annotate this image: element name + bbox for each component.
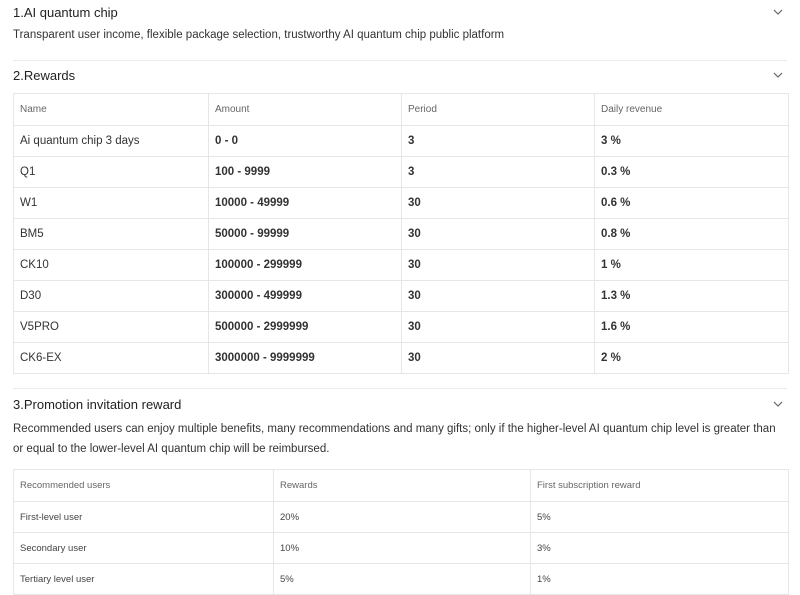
- plan-name: D30: [14, 281, 209, 312]
- plan-amount: 300000 - 499999: [209, 281, 402, 312]
- chevron-down-icon[interactable]: [771, 397, 785, 411]
- section-description: Transparent user income, flexible package selection, trustworthy AI quantum chip public platform: [13, 29, 505, 41]
- rewards-table: [13, 93, 789, 374]
- first-subscription-reward: 5%: [531, 502, 789, 533]
- table-row: [14, 157, 789, 188]
- section-ai-quantum-chip-header[interactable]: [13, 0, 787, 24]
- plan-daily-revenue: 1.3 %: [595, 281, 789, 312]
- divider: [13, 60, 787, 61]
- plan-name: BM5: [14, 219, 209, 250]
- section-promotion-header[interactable]: [13, 392, 787, 416]
- plan-amount: 100 - 9999: [209, 157, 402, 188]
- table-row: [14, 312, 789, 343]
- table-row: [14, 533, 789, 564]
- plan-daily-revenue: 2 %: [595, 343, 789, 374]
- plan-name: CK10: [14, 250, 209, 281]
- reward-rate: 20%: [274, 502, 531, 533]
- column-header: Recommended users: [14, 470, 274, 502]
- table-row: [14, 502, 789, 533]
- column-header: Amount: [209, 94, 402, 126]
- plan-name: Q1: [14, 157, 209, 188]
- divider: [13, 388, 787, 389]
- plan-name: W1: [14, 188, 209, 219]
- section-title: 1.AI quantum chip: [13, 4, 118, 20]
- table-row: [14, 281, 789, 312]
- plan-period: 3: [402, 157, 595, 188]
- plan-period: 30: [402, 219, 595, 250]
- plan-name: CK6-EX: [14, 343, 209, 374]
- promotion-table: [13, 469, 789, 595]
- plan-daily-revenue: 0.8 %: [595, 219, 789, 250]
- reward-rate: 5%: [274, 564, 531, 595]
- plan-amount: 500000 - 2999999: [209, 312, 402, 343]
- user-level: Secondary user: [14, 533, 274, 564]
- section-rewards-header[interactable]: [13, 63, 787, 87]
- plan-amount: 100000 - 299999: [209, 250, 402, 281]
- plan-name: V5PRO: [14, 312, 209, 343]
- plan-amount: 0 - 0: [209, 126, 402, 157]
- section-title: 2.Rewards: [13, 67, 76, 83]
- plan-period: 30: [402, 250, 595, 281]
- plan-name: Ai quantum chip 3 days: [14, 126, 209, 157]
- column-header: Name: [14, 94, 209, 126]
- plan-daily-revenue: 3 %: [595, 126, 789, 157]
- plan-period: 30: [402, 281, 595, 312]
- plan-daily-revenue: 0.3 %: [595, 157, 789, 188]
- plan-daily-revenue: 0.6 %: [595, 188, 789, 219]
- table-row: [14, 343, 789, 374]
- user-level: Tertiary level user: [14, 564, 274, 595]
- chevron-down-icon[interactable]: [771, 5, 785, 19]
- plan-period: 30: [402, 188, 595, 219]
- first-subscription-reward: 3%: [531, 533, 789, 564]
- plan-period: 30: [402, 312, 595, 343]
- column-header: Daily revenue: [595, 94, 789, 126]
- plan-daily-revenue: 1.6 %: [595, 312, 789, 343]
- section-title: 3.Promotion invitation reward: [13, 396, 182, 412]
- section-description: Recommended users can enjoy multiple benefits, many recommendations and many gifts; only if the higher-level AI quantum chip level is greater than or equal to the lower-level AI quantum chip will be reimbursed.: [13, 423, 776, 455]
- plan-period: 3: [402, 126, 595, 157]
- table-header-row: [14, 470, 789, 502]
- table-row: [14, 564, 789, 595]
- plan-period: 30: [402, 343, 595, 374]
- first-subscription-reward: 1%: [531, 564, 789, 595]
- table-row: [14, 188, 789, 219]
- plan-amount: 3000000 - 9999999: [209, 343, 402, 374]
- table-row: [14, 126, 789, 157]
- plan-amount: 10000 - 49999: [209, 188, 402, 219]
- plan-daily-revenue: 1 %: [595, 250, 789, 281]
- column-header: First subscription reward: [531, 470, 789, 502]
- chevron-down-icon[interactable]: [771, 68, 785, 82]
- column-header: Period: [402, 94, 595, 126]
- table-row: [14, 219, 789, 250]
- table-header-row: [14, 94, 789, 126]
- user-level: First-level user: [14, 502, 274, 533]
- table-row: [14, 250, 789, 281]
- reward-rate: 10%: [274, 533, 531, 564]
- plan-amount: 50000 - 99999: [209, 219, 402, 250]
- column-header: Rewards: [274, 470, 531, 502]
